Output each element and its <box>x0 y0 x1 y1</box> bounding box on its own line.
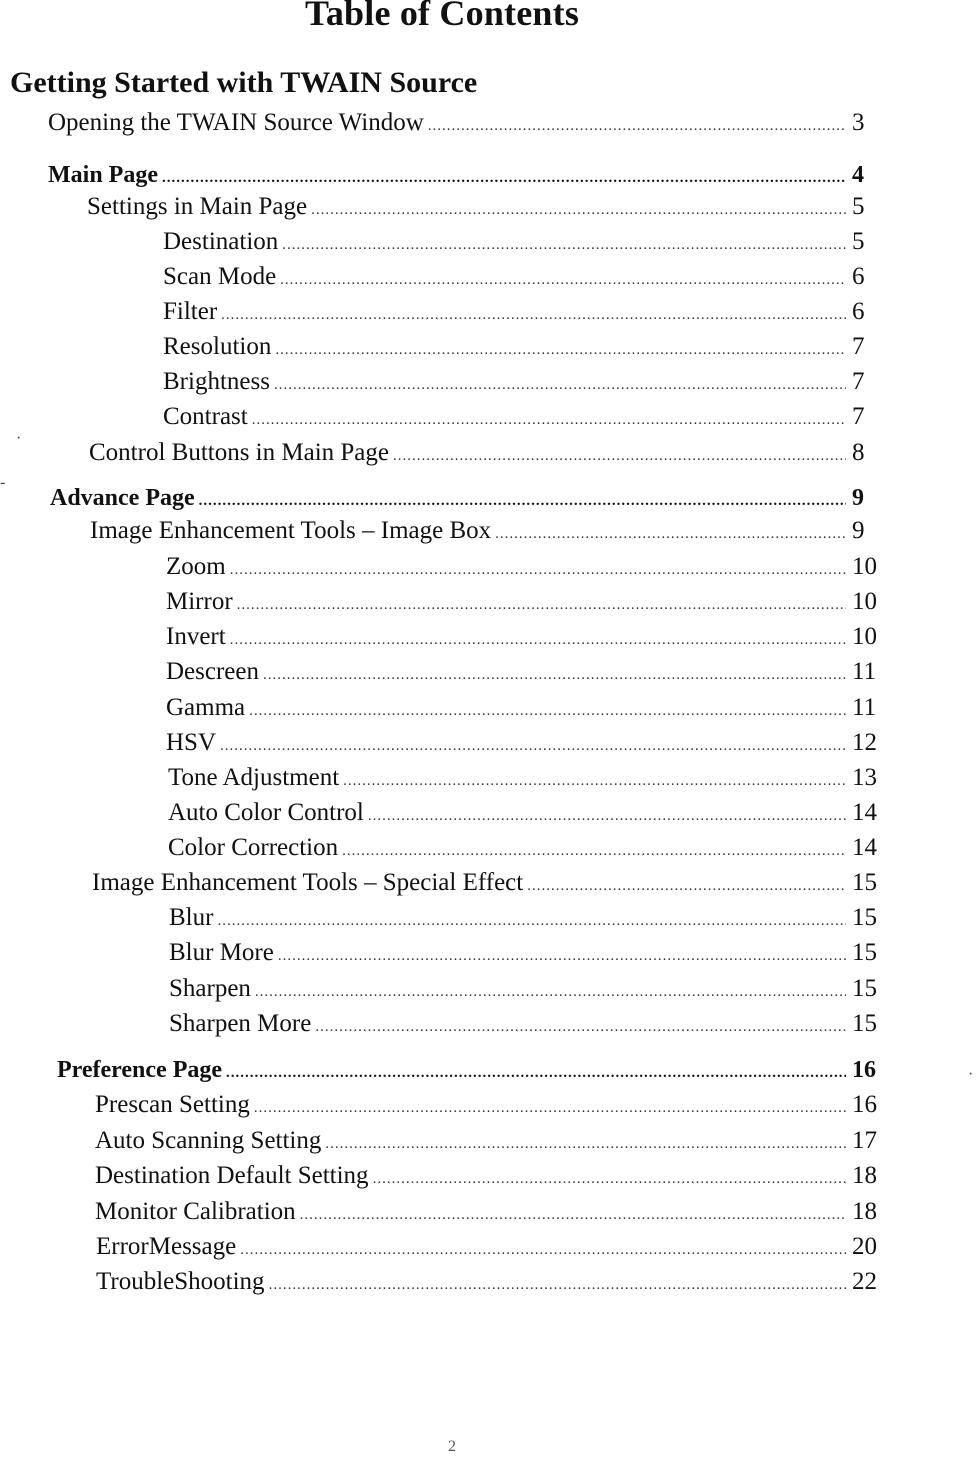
dot-leader <box>275 333 846 367</box>
toc-entry <box>95 1159 884 1193</box>
scan-speck: - <box>0 474 6 491</box>
dot-leader <box>254 1091 846 1125</box>
toc-entry <box>87 190 884 224</box>
section-heading: Getting Started with TWAIN Source <box>10 66 478 99</box>
toc-entry <box>48 158 884 192</box>
toc-entry <box>163 295 884 329</box>
toc-entry-label: Blur <box>169 904 214 931</box>
dot-leader <box>220 729 846 763</box>
dot-leader <box>237 588 846 622</box>
toc-entry <box>168 761 884 795</box>
toc-entry <box>95 1088 884 1122</box>
toc-entry-page: 20 <box>852 1233 877 1260</box>
dot-leader <box>368 799 846 833</box>
dot-leader <box>249 694 846 728</box>
toc-entry-page: 9 <box>852 517 865 544</box>
toc-entry-page: 7 <box>852 333 865 360</box>
toc-entry <box>89 436 884 470</box>
toc-entry-page: 13 <box>852 764 877 791</box>
toc-entry-label: Destination Default Setting <box>95 1162 369 1189</box>
toc-entry-label: Image Enhancement Tools – Image Box <box>90 517 492 544</box>
toc-entry <box>96 1230 884 1264</box>
dot-leader <box>230 623 846 657</box>
toc-entry-label: Auto Scanning Setting <box>95 1127 322 1154</box>
toc-entry <box>48 106 884 140</box>
toc-entry-page: 6 <box>852 263 865 290</box>
toc-entry-page: 7 <box>852 403 865 430</box>
toc-entry-page: 15 <box>852 1010 877 1037</box>
toc-entry-page: 16 <box>852 1091 877 1118</box>
toc-entry-page: 18 <box>852 1198 877 1225</box>
toc-entry-label: Auto Color Control <box>168 799 364 826</box>
toc-entry <box>166 726 884 760</box>
toc-entry-label: Brightness <box>163 368 270 395</box>
toc-entry-label: ErrorMessage <box>96 1233 237 1260</box>
dot-leader <box>342 834 846 868</box>
dot-leader <box>269 1268 846 1302</box>
dot-leader <box>373 1162 846 1196</box>
dot-leader <box>199 484 846 518</box>
toc-entry-page: 10 <box>852 588 877 615</box>
toc-entry <box>166 550 884 584</box>
dot-leader <box>311 193 846 227</box>
dot-leader <box>252 403 846 437</box>
toc-entry <box>50 481 884 515</box>
toc-entry <box>95 1195 884 1229</box>
toc-entry-page: 17 <box>852 1127 877 1154</box>
toc-entry-label: Settings in Main Page <box>87 193 308 220</box>
toc-entry <box>163 400 884 434</box>
toc-entry-page: 5 <box>852 193 865 220</box>
toc-entry-page: 5 <box>852 228 865 255</box>
toc-entry <box>90 514 884 548</box>
toc-entry-label: Descreen <box>166 658 259 685</box>
dot-leader <box>278 939 846 973</box>
toc-entry-label: Contrast <box>163 403 248 430</box>
dot-leader <box>300 1198 846 1232</box>
toc-entry-label: Sharpen <box>169 975 251 1002</box>
toc-entry-page: 9 <box>852 485 864 511</box>
toc-entry <box>166 620 884 654</box>
toc-entry-page: 14 <box>852 799 877 826</box>
toc-entry-label: Control Buttons in Main Page <box>89 439 389 466</box>
dot-leader <box>255 975 846 1009</box>
dot-leader <box>393 439 846 473</box>
toc-entry <box>95 1124 884 1158</box>
toc-entry <box>168 831 884 865</box>
toc-entry-page: 7 <box>852 368 865 395</box>
toc-entry-page: 15 <box>852 869 877 896</box>
toc-entry <box>57 1053 884 1087</box>
page-number: 2 <box>448 1438 456 1455</box>
dot-leader <box>226 1056 846 1090</box>
toc-entry-label: Opening the TWAIN Source Window <box>48 109 424 136</box>
dot-leader <box>315 1010 846 1044</box>
dot-leader <box>274 368 846 402</box>
dot-leader <box>280 263 846 297</box>
toc-entry-page: 11 <box>852 694 877 721</box>
toc-entry-page: 11 <box>852 658 877 685</box>
toc-entry-page: 4 <box>852 162 864 188</box>
toc-entry-label: Preference Page <box>57 1057 223 1083</box>
toc-entry <box>169 936 884 970</box>
toc-entry-page: 15 <box>852 904 877 931</box>
dot-leader <box>217 904 846 938</box>
toc-entry-label: Blur More <box>169 939 274 966</box>
toc-entry-label: Tone Adjustment <box>168 764 340 791</box>
toc-entry <box>92 866 884 900</box>
dot-leader <box>240 1233 846 1267</box>
toc-entry <box>163 365 884 399</box>
toc-entry-page: 22 <box>852 1268 877 1295</box>
toc-entry-label: HSV <box>166 729 217 756</box>
page-title: Table of Contents <box>304 0 580 33</box>
toc-entry <box>169 972 884 1006</box>
dot-leader <box>263 658 846 692</box>
toc-entry <box>96 1265 884 1299</box>
toc-entry <box>163 330 884 364</box>
toc-entry-page: 8 <box>852 439 865 466</box>
scan-speck: · <box>968 1066 974 1083</box>
dot-leader <box>428 109 846 143</box>
toc-entry-label: Invert <box>166 623 226 650</box>
toc-entry-label: Gamma <box>166 694 246 721</box>
toc-entry-label: Color Correction <box>168 834 339 861</box>
dot-leader <box>282 228 846 262</box>
toc-entry-page: 6 <box>852 298 865 325</box>
toc-entry-label: Filter <box>163 298 218 325</box>
toc-entry-label: Zoom <box>166 553 226 580</box>
toc-entry-label: TroubleShooting <box>96 1268 265 1295</box>
toc-entry-page: 10 <box>852 623 877 650</box>
dot-leader <box>325 1127 846 1161</box>
dot-leader <box>527 869 846 903</box>
toc-entry <box>166 655 884 689</box>
toc-entry-label: Prescan Setting <box>95 1091 250 1118</box>
toc-entry-label: Resolution <box>163 333 272 360</box>
dot-leader <box>495 517 846 551</box>
toc-entry <box>169 1007 884 1041</box>
toc-entry-page: 16 <box>852 1057 876 1083</box>
toc-entry-label: Sharpen More <box>169 1010 312 1037</box>
toc-entry <box>163 225 884 259</box>
toc-entry <box>166 585 884 619</box>
scan-speck: · <box>16 430 22 447</box>
dot-leader <box>343 764 846 798</box>
toc-entry-label: Scan Mode <box>163 263 277 290</box>
dot-leader <box>221 298 846 332</box>
toc-entry-label: Mirror <box>166 588 233 615</box>
toc-entry-page: 15 <box>852 939 877 966</box>
toc-entry-page: 15 <box>852 975 877 1002</box>
toc-entry <box>163 260 884 294</box>
toc-entry <box>169 901 884 935</box>
toc-entry-page: 12 <box>852 729 877 756</box>
toc-entry-page: 3 <box>852 109 865 136</box>
toc-entry-page: 14 <box>852 834 877 861</box>
toc-entry-label: Main Page <box>48 162 158 188</box>
toc-entry <box>166 691 884 725</box>
toc-entry <box>168 796 884 830</box>
toc-entry-page: 10 <box>852 553 877 580</box>
toc-entry-label: Advance Page <box>50 485 195 511</box>
toc-entry-label: Monitor Calibration <box>95 1198 296 1225</box>
toc-entry-label: Destination <box>163 228 279 255</box>
toc-entry-page: 18 <box>852 1162 877 1189</box>
toc-entry-label: Image Enhancement Tools – Special Effect <box>92 869 524 896</box>
dot-leader <box>230 553 846 587</box>
